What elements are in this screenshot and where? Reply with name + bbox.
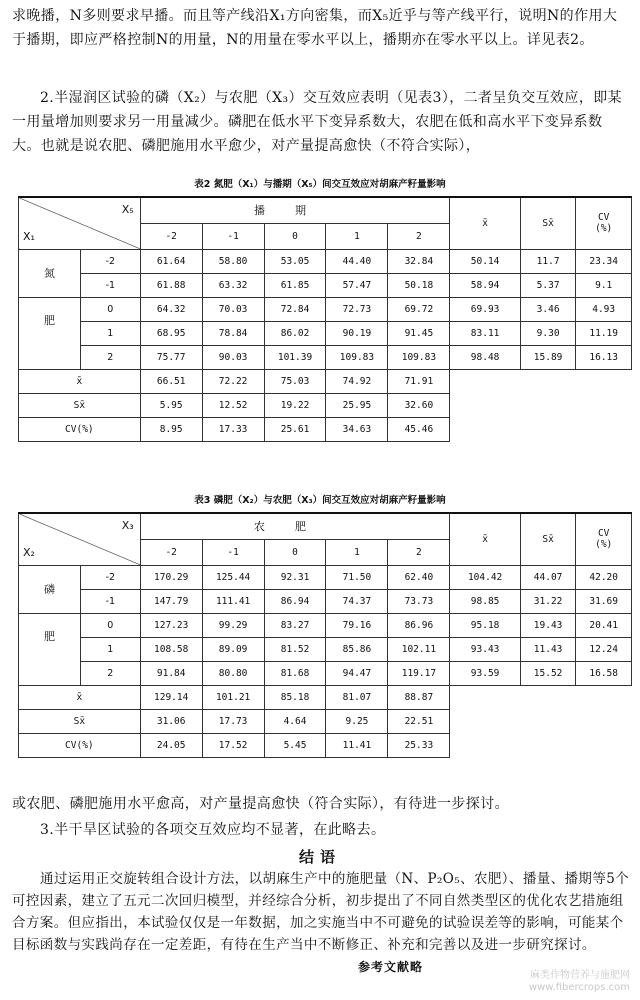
- table-cell: 86.94: [264, 589, 326, 613]
- table2-span-header: 播期: [140, 197, 450, 223]
- table-cell: 101.21: [202, 685, 264, 709]
- table2-cv-unit: (%): [595, 223, 613, 235]
- table-cell: 95.18: [450, 613, 520, 637]
- table-cell: 53.05: [264, 249, 326, 273]
- table-cell: 89.09: [202, 637, 264, 661]
- table-cell: 42.20: [576, 565, 632, 589]
- table-row: [19, 661, 632, 685]
- table-cell: 93.59: [450, 661, 520, 685]
- table2-row-level: -1: [80, 273, 140, 297]
- table-cell: 20.41: [576, 613, 632, 637]
- table-cell: 72.22: [202, 369, 264, 393]
- table-cell: 99.29: [202, 613, 264, 637]
- table-cell: 68.95: [140, 321, 202, 345]
- table2-summary-label: CV(%): [19, 417, 141, 441]
- table-cell: 81.68: [264, 661, 326, 685]
- table2-sd-header: Sx̄: [520, 197, 576, 249]
- table-cell: 8.95: [140, 417, 202, 441]
- table3-row-level: 2: [80, 661, 140, 685]
- point2-paragraph: 2.半湿润区试验的磷（X₂）与农肥（X₃）交互效应表明（见表3），二者呈负交互效应，即某一用量增加则要求另一用量减少。磷肥在低水平下变异系数大，农肥在低和高水平下变异系数大。也就是说农肥、磷肥施用水平愈少，对产量提高愈快（不符合实际），: [12, 90, 623, 154]
- point3-paragraph: 3.半干旱区试验的各项交互效应均不显著，在此略去。: [40, 822, 386, 838]
- table2-cv-label: CV: [597, 212, 610, 224]
- table-cell: 75.03: [264, 369, 326, 393]
- table3-row-level: 0: [80, 613, 140, 637]
- table3-mean-header: x̄: [450, 513, 520, 565]
- table2-cv-header: [576, 197, 632, 249]
- table-cell: 32.84: [388, 249, 450, 273]
- table-cell: 170.29: [140, 565, 202, 589]
- table-cell: 63.32: [202, 273, 264, 297]
- table-cell: 108.58: [140, 637, 202, 661]
- table-cell: 78.84: [202, 321, 264, 345]
- table-cell: 86.96: [388, 613, 450, 637]
- table-cell: 86.02: [264, 321, 326, 345]
- table2-level-header: 1: [326, 223, 388, 249]
- table-cell: 81.07: [326, 685, 388, 709]
- table-cell: 104.42: [450, 565, 520, 589]
- table-cell: 5.37: [520, 273, 576, 297]
- table-cell: 15.52: [520, 661, 576, 685]
- table-cell: 102.11: [388, 637, 450, 661]
- table2: [18, 196, 632, 442]
- table-cell: 15.89: [520, 345, 576, 369]
- references-note: 参考文献略: [358, 960, 424, 974]
- table-cell: 25.61: [264, 417, 326, 441]
- table-cell: 25.95: [326, 393, 388, 417]
- table3-corner-top: X₃: [121, 519, 134, 532]
- table-cell: 64.32: [140, 297, 202, 321]
- table-cell: 9.1: [576, 273, 632, 297]
- intro-paragraph: 求晚播，N多则要求早播。而且等产线沿X₁方向密集，而X₅近乎与等产线平行，说明N的作用大于播期，即应严格控制N的用量，N的用量在零水平以上，播期亦在零水平以上。详见表2。: [12, 8, 618, 48]
- table-cell: 90.03: [202, 345, 264, 369]
- table-row: [19, 613, 632, 637]
- after-table3-paragraph: 或农肥、磷肥施用水平愈高，对产量提高愈快（符合实际），有待进一步探讨。: [12, 796, 509, 812]
- table-cell: 58.80: [202, 249, 264, 273]
- table-cell: 3.46: [520, 297, 576, 321]
- table-cell: 74.92: [326, 369, 388, 393]
- table3-level-header: -1: [202, 539, 264, 565]
- table-row: [19, 589, 632, 613]
- table-cell: 69.72: [388, 297, 450, 321]
- table3: [18, 512, 632, 758]
- table-cell: 5.45: [264, 733, 326, 757]
- table-cell: 57.47: [326, 273, 388, 297]
- table-cell: 5.95: [140, 393, 202, 417]
- table-cell: 109.83: [326, 345, 388, 369]
- table-cell: 11.19: [576, 321, 632, 345]
- table-cell: 16.58: [576, 661, 632, 685]
- table-cell: 93.43: [450, 637, 520, 661]
- table-cell: 69.93: [450, 297, 520, 321]
- table-cell: 61.88: [140, 273, 202, 297]
- table-cell: 129.14: [140, 685, 202, 709]
- table2-summary-label: Sx̄: [19, 393, 141, 417]
- table-cell: 17.52: [202, 733, 264, 757]
- table3-sd-header: Sx̄: [520, 513, 576, 565]
- table-row: [19, 345, 632, 369]
- table3-row-level: -2: [80, 565, 140, 589]
- table2-group-label: 肥: [19, 297, 81, 369]
- table2-level-header: 2: [388, 223, 450, 249]
- table-cell: 50.18: [388, 273, 450, 297]
- table-cell: 90.19: [326, 321, 388, 345]
- table-cell: 9.30: [520, 321, 576, 345]
- table-cell: 9.25: [326, 709, 388, 733]
- watermark-line2: www.fibercrops.com: [528, 982, 630, 993]
- table-cell: 98.48: [450, 345, 520, 369]
- conclusion-heading: 结语: [298, 848, 341, 866]
- table-cell: 92.31: [264, 565, 326, 589]
- table-cell: 19.22: [264, 393, 326, 417]
- table-cell: 12.52: [202, 393, 264, 417]
- table-cell: 23.34: [576, 249, 632, 273]
- table-cell: 85.86: [326, 637, 388, 661]
- table-row: [19, 273, 632, 297]
- table3-level-header: -2: [140, 539, 202, 565]
- table-cell: 88.87: [388, 685, 450, 709]
- table-cell: 74.37: [326, 589, 388, 613]
- table-cell: 4.93: [576, 297, 632, 321]
- table-cell: 31.06: [140, 709, 202, 733]
- table-cell: 19.43: [520, 613, 576, 637]
- table-cell: 45.46: [388, 417, 450, 441]
- table-cell: 85.18: [264, 685, 326, 709]
- table2-level-header: 0: [264, 223, 326, 249]
- table-cell: 80.80: [202, 661, 264, 685]
- table2-row-level: 2: [80, 345, 140, 369]
- table-cell: 11.7: [520, 249, 576, 273]
- table2-row-level: 0: [80, 297, 140, 321]
- table-cell: 17.33: [202, 417, 264, 441]
- table-cell: 81.52: [264, 637, 326, 661]
- table2-row-level: 1: [80, 321, 140, 345]
- table2-mean-header: x̄: [450, 197, 520, 249]
- table-cell: 72.84: [264, 297, 326, 321]
- table3-corner-bottom: X₂: [23, 545, 35, 559]
- table-cell: 72.73: [326, 297, 388, 321]
- table-cell: 17.73: [202, 709, 264, 733]
- table-cell: 34.63: [326, 417, 388, 441]
- table-cell: 109.83: [388, 345, 450, 369]
- table-cell: 119.17: [388, 661, 450, 685]
- table-cell: 71.91: [388, 369, 450, 393]
- table-cell: 83.11: [450, 321, 520, 345]
- table-cell: 25.33: [388, 733, 450, 757]
- table-cell: 61.64: [140, 249, 202, 273]
- table-cell: 12.24: [576, 637, 632, 661]
- table2-corner-cell: [19, 197, 141, 249]
- table-cell: 16.13: [576, 345, 632, 369]
- table3-level-header: 2: [388, 539, 450, 565]
- table3-cv-label: CV: [597, 528, 610, 540]
- table-cell: 125.44: [202, 565, 264, 589]
- table-cell: 44.40: [326, 249, 388, 273]
- table3-row-level: 1: [80, 637, 140, 661]
- table2-level-header: -2: [140, 223, 202, 249]
- table-cell: 62.40: [388, 565, 450, 589]
- table3-caption: 表3 磷肥（X₂）与农肥（X₃）间交互效应对胡麻产籽量影响: [194, 495, 446, 506]
- table-cell: 61.85: [264, 273, 326, 297]
- table-cell: 4.64: [264, 709, 326, 733]
- table2-corner-top: X₅: [121, 203, 134, 216]
- table-row: [19, 249, 632, 273]
- table-cell: 127.23: [140, 613, 202, 637]
- table-cell: 31.69: [576, 589, 632, 613]
- table-cell: 71.50: [326, 565, 388, 589]
- table-cell: 83.27: [264, 613, 326, 637]
- table-row: [19, 321, 632, 345]
- table-cell: 75.77: [140, 345, 202, 369]
- table-cell: 111.41: [202, 589, 264, 613]
- table-cell: 73.73: [388, 589, 450, 613]
- table3-span-header: 农肥: [140, 513, 450, 539]
- table-cell: 24.05: [140, 733, 202, 757]
- table3-corner-cell: [19, 513, 141, 565]
- table-row: [19, 565, 632, 589]
- table-row: [19, 369, 632, 393]
- table2-caption: 表2 氮肥（X₁）与播期（X₅）间交互效应对胡麻产籽量影响: [194, 179, 446, 190]
- table-cell: 66.51: [140, 369, 202, 393]
- table-cell: 32.60: [388, 393, 450, 417]
- table-cell: 22.51: [388, 709, 450, 733]
- table3-group-label: 肥: [19, 613, 81, 685]
- table-row: [19, 297, 632, 321]
- table-cell: 70.03: [202, 297, 264, 321]
- table-cell: 147.79: [140, 589, 202, 613]
- conclusion-paragraph: 通过运用正交旋转组合设计方法，以胡麻生产中的施肥量（N、P₂O₅、农肥）、播量、播期等5个可控因素，建立了五元二次回归模型，并经综合分析，初步提出了不同自然类型区的优化农艺措施组合方案。但应指出，本试验仅仅是一年数据，加之实施当中不可避免的试验误差等的影响，可能某个目标函数与实践尚存在一定差距，有待在生产当中不断修正、补充和完善以及进一步研究探讨。: [12, 871, 630, 953]
- watermark: [529, 970, 630, 994]
- table3-level-header: 0: [264, 539, 326, 565]
- table-cell: 50.14: [450, 249, 520, 273]
- table-cell: 98.85: [450, 589, 520, 613]
- table3-cv-unit: (%): [595, 539, 613, 551]
- table-cell: 11.41: [326, 733, 388, 757]
- table2-group-label: 氮: [19, 249, 81, 297]
- table2-row-level: -2: [80, 249, 140, 273]
- table-cell: 44.07: [520, 565, 576, 589]
- table3-group-label: 磷: [19, 565, 81, 613]
- table-cell: 79.16: [326, 613, 388, 637]
- table2-level-header: -1: [202, 223, 264, 249]
- watermark-line1: 麻类作物营养与施肥网: [530, 970, 630, 981]
- table-row: [19, 637, 632, 661]
- table-cell: 94.47: [326, 661, 388, 685]
- table-cell: 58.94: [450, 273, 520, 297]
- table-cell: 101.39: [264, 345, 326, 369]
- table-cell: 11.43: [520, 637, 576, 661]
- table3-empty-area: [450, 685, 632, 757]
- table3-cv-header: [576, 513, 632, 565]
- table-cell: 31.22: [520, 589, 576, 613]
- table2-summary-label: x̄: [19, 369, 141, 393]
- table3-summary-label: x̄: [19, 685, 141, 709]
- table3-level-header: 1: [326, 539, 388, 565]
- table-cell: 91.84: [140, 661, 202, 685]
- table-cell: 91.45: [388, 321, 450, 345]
- table-row: [19, 685, 632, 709]
- table3-summary-label: CV(%): [19, 733, 141, 757]
- table2-empty-area: [450, 369, 632, 441]
- table3-row-level: -1: [80, 589, 140, 613]
- table2-corner-bottom: X₁: [23, 229, 35, 243]
- table3-summary-label: Sx̄: [19, 709, 141, 733]
